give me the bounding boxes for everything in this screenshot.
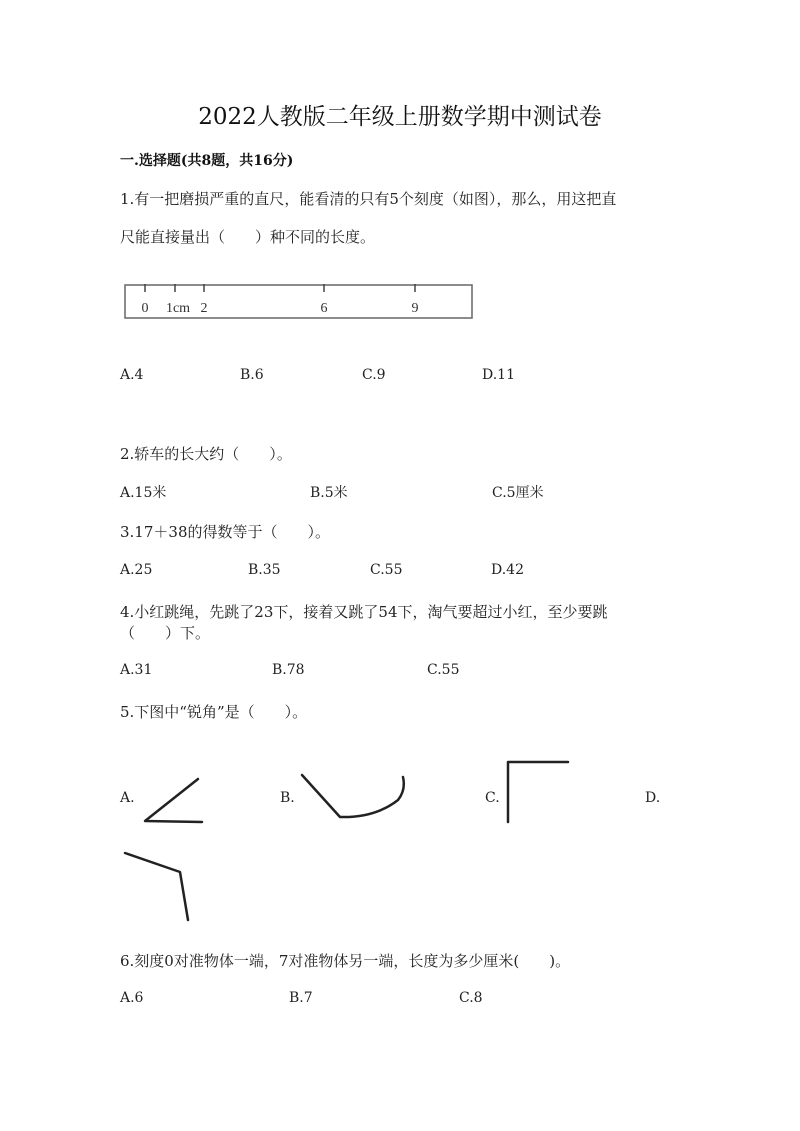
- ruler-label-6: 6: [320, 301, 328, 316]
- q4-option-b: B.78: [272, 662, 305, 678]
- q5-option-c: C.: [485, 790, 500, 806]
- q4-option-a: A.31: [120, 662, 153, 678]
- ruler-label-2: 2: [200, 301, 208, 316]
- question-6-text: 6.刻度0对准物体一端，7对准物体另一端，长度为多少厘米( )。: [120, 952, 571, 970]
- question-4-line-1: 4.小红跳绳，先跳了23下，接着又跳了54下，淘气要超过小红，至少要跳: [120, 603, 608, 621]
- q2-option-b: B.5米: [310, 485, 348, 501]
- q2-option-a: A.15米: [120, 485, 167, 501]
- ruler-label-9: 9: [411, 301, 419, 316]
- q5-option-d: D.: [645, 790, 661, 806]
- q2-option-c: C.5厘米: [492, 485, 544, 501]
- question-1-line-1: 1.有一把磨损严重的直尺，能看清的只有5个刻度（如图），那么，用这把直: [120, 190, 617, 208]
- section-heading: 一.选择题(共8题，共16分): [120, 153, 294, 169]
- angle-d-figure: [125, 853, 188, 920]
- question-3-text: 3.17＋38的得数等于（ ）。: [120, 523, 330, 541]
- q6-option-b: B.7: [289, 990, 313, 1006]
- q5-option-a: A.: [120, 790, 135, 806]
- q5-option-b: B.: [280, 790, 295, 806]
- q3-option-d: D.42: [491, 562, 524, 578]
- ruler-label-1cm: 1cm: [165, 301, 191, 316]
- q3-option-a: A.25: [120, 562, 153, 578]
- angle-b-figure: [302, 775, 404, 817]
- question-5-text: 5.下图中“锐角”是（ ）。: [120, 703, 308, 721]
- q1-option-d: D.11: [482, 367, 515, 383]
- angle-c-figure: [508, 762, 568, 822]
- question-1-line-2: 尺能直接量出（ ）种不同的长度。: [120, 228, 376, 246]
- q4-option-c: C.55: [427, 662, 460, 678]
- ruler-label-0: 0: [141, 301, 149, 316]
- angle-a-figure: [145, 779, 202, 822]
- q3-option-b: B.35: [248, 562, 281, 578]
- page-title: 2022人教版二年级上册数学期中测试卷: [198, 104, 602, 130]
- q1-option-b: B.6: [240, 367, 264, 383]
- q1-option-c: C.9: [362, 367, 386, 383]
- q6-option-c: C.8: [459, 990, 483, 1006]
- q1-option-a: A.4: [120, 367, 144, 383]
- q6-option-a: A.6: [120, 990, 144, 1006]
- question-4-line-2: （ ）下。: [120, 624, 211, 642]
- q3-option-c: C.55: [370, 562, 403, 578]
- question-2-text: 2.轿车的长大约（ ）。: [120, 445, 292, 463]
